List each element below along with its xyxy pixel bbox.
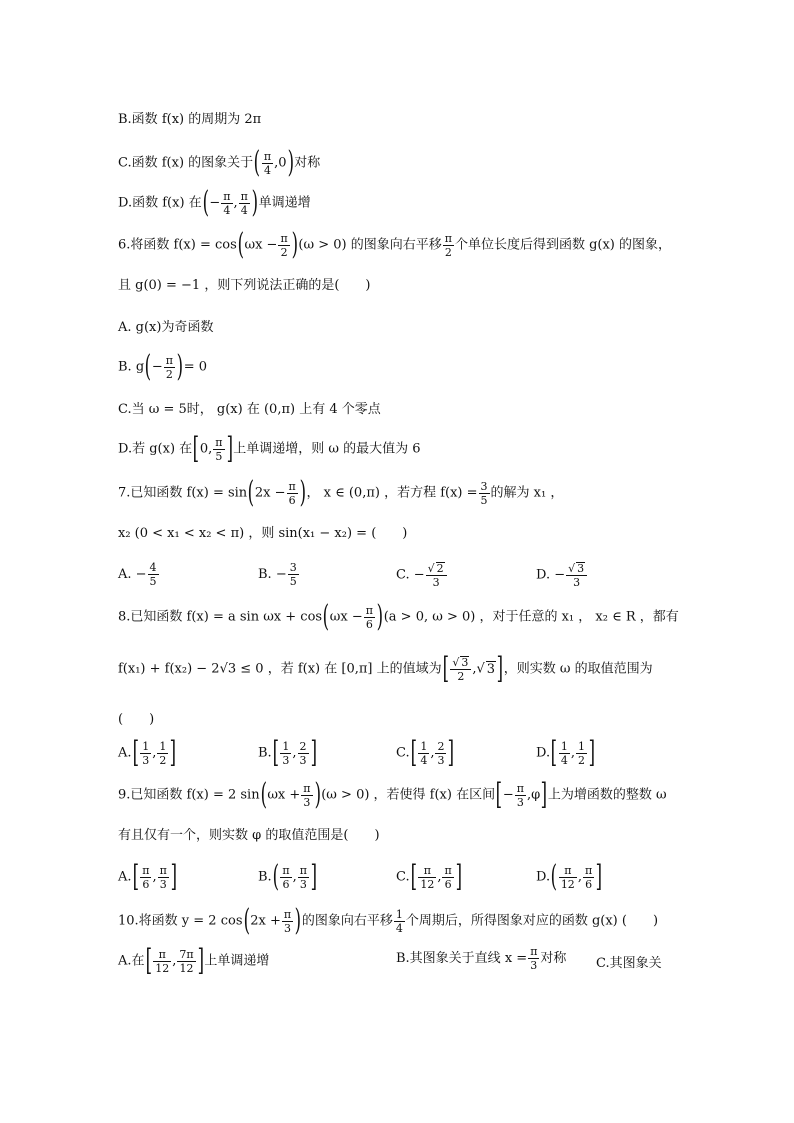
q10-option-b: B.其图象关于直线 x = $\frac{\pi}{3}$ 对称 xyxy=(396,945,567,972)
q7-option-c: C. − $\frac{√ 2}{3}$ xyxy=(396,562,448,588)
q8-stem-line3: ( ) xyxy=(118,712,155,727)
q8-option-a: A.[ $\frac{1}{3}$ , $\frac{1}{2}$ ] xyxy=(118,735,177,770)
q7-stem-line2: x₂ (0 < x₁ < x₂ < π) ，则 sin(x₁ − x₂) = ( ) xyxy=(118,526,408,541)
q6-stem-line1: 6.将函数 f(x) = cos(ωx − $\frac{\pi}{2}$ )(ω > 0) 的图象向右平移 $\frac{\pi}{2}$ 个单位长度后得到函数 g(x) 的图象， xyxy=(118,227,672,262)
q10-option-a: A.在[ $\frac{\pi}{12}$ , $\frac{7\pi}{12}$ ]上单调递增 xyxy=(118,943,270,978)
q9-option-c: C.[ $\frac{\pi}{12}$ , $\frac{\pi}{6}$ ] xyxy=(396,859,462,894)
q8-option-b: B.[ $\frac{1}{3}$ , $\frac{2}{3}$ ] xyxy=(258,735,317,770)
q6-option-c: C.当 ω = 5时， g(x) 在 (0,π) 上有 4 个零点 xyxy=(118,402,381,417)
q9-stem-line2: 有且仅有一个，则实数 φ 的取值范围是( ) xyxy=(118,828,380,843)
q8-stem-line2: f(x₁) + f(x₂) − 2√3 ≤ 0 ，若 f(x) 在 [0,π] 上的值域为[ $\frac{√ 3}{2}$ ,√ 3]，则实数 ω 的取值范围为 xyxy=(118,651,653,686)
q5-option-b: B.函数 f(x) 的周期为 2π xyxy=(118,112,262,127)
q7-option-b: B. − $\frac{3}{5}$ xyxy=(258,561,297,588)
q8-stem-line1: 8.已知函数 f(x) = a sin ωx + cos(ωx − $\frac{\pi}{6}$ )(a > 0, ω > 0) ，对于任意的 x₁ ， x₂ ∈ R ，都有 xyxy=(118,599,679,634)
q9-stem-line1: 9.已知函数 f(x) = 2 sin(ωx + $\frac{\pi}{3}$ )(ω > 0) ，若使得 f(x) 在区间[− $\frac{\pi}{3}$ ,φ]上为增函数的整数 ω xyxy=(118,777,667,812)
q7-stem-line1: 7.已知函数 f(x) = sin(2x − $\frac{\pi}{6}$ )， x ∈ (0,π) ，若方程 f(x) = $\frac{3}{5}$ 的解为 x₁ ， xyxy=(118,475,564,510)
q7-option-a: A. − $\frac{4}{5}$ xyxy=(118,561,157,588)
q9-option-d: D.( $\frac{\pi}{12}$ , $\frac{\pi}{6}$ ] xyxy=(536,859,603,894)
q6-option-b: B. g(− $\frac{\pi}{2}$ )= 0 xyxy=(118,349,208,384)
q6-option-a: A. g(x)为奇函数 xyxy=(118,320,214,335)
q6-option-d: D.若 g(x) 在[0, $\frac{\pi}{5}$ ]上单调递增，则 ω 的最大值为 6 xyxy=(118,431,421,466)
q10-stem-line1: 10.将函数 y = 2 cos(2x + $\frac{\pi}{3}$ )的图象向右平移 $\frac{1}{4}$ 个周期后，所得图象对应的函数 g(x) ( ) xyxy=(118,903,659,938)
q8-option-c: C.[ $\frac{1}{4}$ , $\frac{2}{3}$ ] xyxy=(396,735,455,770)
q10-option-c: C.其图象关 xyxy=(596,956,662,971)
q9-option-a: A.[ $\frac{\pi}{6}$ , $\frac{\pi}{3}$ ] xyxy=(118,859,177,894)
q5-option-d: D.函数 f(x) 在(− $\frac{\pi}{4}$ , $\frac{\pi}{4}$ )单调递增 xyxy=(118,185,311,220)
q8-option-d: D.[ $\frac{1}{4}$ , $\frac{1}{2}$ ] xyxy=(536,735,596,770)
q7-option-d: D. − $\frac{√ 3}{3}$ xyxy=(536,562,588,588)
q9-option-b: B.( $\frac{\pi}{6}$ , $\frac{\pi}{3}$ ] xyxy=(258,859,318,894)
q5-option-c: C.函数 f(x) 的图象关于( $\frac{\pi}{4}$ ,0)对称 xyxy=(118,145,321,180)
q6-stem-line2: 且 g(0) = −1 ，则下列说法正确的是( ) xyxy=(118,278,371,293)
